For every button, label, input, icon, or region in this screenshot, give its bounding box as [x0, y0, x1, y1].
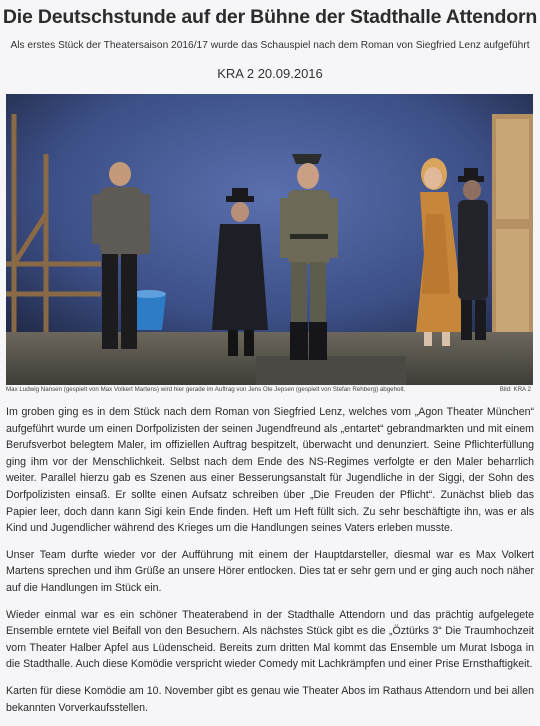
article-subtitle: Als erstes Stück der Theatersaison 2016/17 wurde das Schauspiel nach dem Roman von Siegfried Lenz aufgeführt	[10, 40, 530, 51]
wooden-wall	[492, 114, 533, 354]
caption-text: Max Ludwig Nansen (gespielt von Max Volkert Martens) wird hier gerade im Auftrag von Jens Ole Jepsen (gespielt von Stefan Rehberg) abgeholt.	[6, 386, 406, 393]
paragraph-plot: Im groben ging es in dem Stück nach dem Roman von Siegfried Lenz, welches vom „Agon Theater München“ aufgeführt wurde um einen Dorfpolizisten der seinen Jugendfreund als „entartet“ gebrandmarkten und mit einem Berufsverbot belegtem Maler, im offiziellen Auftrag bespitzelt, überwacht und denunziert. Seine Pflichterfüllung ging ihm vor der Menschlichkeit. Selbst nach dem Ende des NS-Regimes verfolgte er den Maler beharrlich weiter. Parallel hierzu gab es Szenen aus einer Besserungsanstalt für Jugendliche in der Siggi, der Sohn des Dorfpolizisten einsaß. Er sollte einen Aufsatz schreiben über „Die Freuden der Pflicht“. Zunächst blieb das Papier leer, doch dann kann Sigi kein Ende finden. Heft um Heft füllt sich. Zu sehr beschäftigte ihn, was er als Kind und Jugendlicher während des Krieges um die Handlungen seines Vaters erleben musste.	[6, 406, 534, 535]
photo-credit: Bild: KRA 2	[499, 386, 531, 393]
article-title: Die Deutschstunde auf der Bühne der Stadthalle Attendorn	[2, 6, 538, 28]
photo-caption	[6, 386, 533, 393]
stage-step	[256, 356, 406, 385]
bucket	[132, 290, 166, 330]
article-body	[6, 404, 534, 726]
article-dateline: KRA 2 20.09.2016	[217, 66, 323, 81]
paragraph-interview: Unser Team durfte wieder vor der Aufführung mit einem der Hauptdarsteller, diesmal war es Max Volkert Martens sprechen und ihm Grüße an unsere Hörer entlocken. Dies tat er sehr gern und er ging auch noch näher auf die Handlungen im Stück ein.	[6, 548, 534, 594]
stage-photo	[6, 94, 533, 385]
paragraph-next-show: Wieder einmal war es ein schöner Theaterabend in der Stadthalle Attendorn und das prächtig aufgelegete Ensemble erntete viel Beifall von den Besuchern. Als nächstes Stück gibt es die „Öztürks 3“ Die Traumhochzeit vom Theater Halber Apfel aus Lüdenscheid. Bereits zum dritten Mal kommt das Ensemble um Murat Isboga in die Stadthalle. Auch diese Komödie verspricht wieder Comedy mit Lachkrämpfen und einer Prise Ernsthaftigkeit.	[6, 608, 534, 671]
paragraph-tickets: Karten für diese Komödie am 10. November gibt es genau wie Theater Abos im Rathaus Attendorn und bei allen bekannten Vorverkaufsstellen.	[6, 684, 534, 714]
